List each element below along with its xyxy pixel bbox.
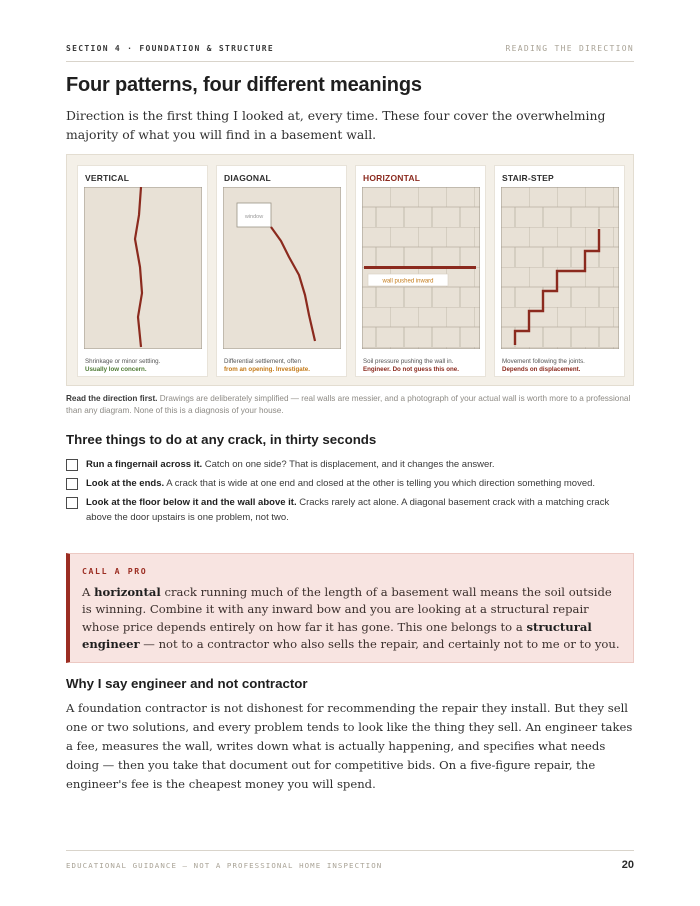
window-tag: window (244, 214, 264, 220)
intro-paragraph: Direction is the first thing I looked at, every time. These four cover the overwhelming majority of what you will find in a basement wall. (66, 108, 606, 142)
callout-text: A (82, 585, 95, 599)
caption-note: Depends on displacement. (502, 366, 581, 373)
footer-disclaimer: EDUCATIONAL GUIDANCE — NOT A PROFESSIONAL HOME INSPECTION (66, 861, 383, 870)
page-number: 20 (621, 859, 634, 871)
figure-caption-lead: Read the direction first. (66, 394, 158, 403)
figure-caption-text: Drawings are deliberately simplified — real walls are messier, and a photograph of your actual wall is worth more to a professional than any diagram. None of this is a diagnosis of your house. (66, 394, 631, 415)
panel-horizontal (355, 165, 486, 377)
checklist (66, 457, 634, 529)
caption-text: Shrinkage or minor settling. (85, 358, 161, 365)
diagonal-crack-diagram (223, 187, 341, 349)
checklist-item (66, 457, 634, 472)
chapter-label: READING THE DIRECTION (505, 44, 634, 53)
checkbox[interactable] (66, 497, 78, 509)
checklist-item-text: Catch on one side? That is displacement, and it changes the answer. (202, 459, 495, 470)
caption-note: from an opening. Investigate. (224, 366, 310, 373)
callout-text: crack running much of the length of a basement wall means the soil outside is winning. Combine it with any inward bow and you are looking at a structural repair whose price depends entirely on how far it has gone. This one belongs to a (82, 585, 612, 634)
checklist-item-lead: Run a fingernail across it. (86, 459, 203, 470)
vertical-crack-diagram (84, 187, 202, 349)
panel-caption (85, 358, 205, 374)
caption-text: Soil pressure pushing the wall in. (363, 358, 454, 365)
section-label: SECTION 4 · FOUNDATION & STRUCTURE (66, 44, 274, 53)
horizontal-crack-line (364, 266, 476, 269)
checkbox[interactable] (66, 459, 78, 471)
caption-note: Engineer. Do not guess this one. (363, 366, 459, 373)
push-tag: wall pushed inward (382, 278, 434, 285)
section-heading: Why I say engineer and not contractor (66, 676, 308, 691)
crack-patterns-figure (66, 154, 634, 386)
panel-caption (224, 358, 344, 374)
callout-bold: horizontal (94, 585, 161, 599)
checklist-item-text: Cracks rarely act alone. A diagonal basement crack with a matching crack above the door upstairs is one problem, not two. (86, 497, 610, 523)
panel-caption (363, 358, 483, 374)
horizontal-crack-diagram (362, 187, 480, 349)
page-title: Four patterns, four different meanings (66, 74, 422, 96)
panel-vertical (77, 165, 208, 377)
caption-note: Usually low concern. (85, 366, 147, 373)
figure-caption (66, 393, 634, 417)
running-head (66, 44, 634, 62)
callout-body (82, 584, 621, 654)
checklist-item-lead: Look at the ends. (86, 478, 165, 489)
callout-text: — not to a contractor who also sells the repair, and certainly not to me or to you. (139, 637, 620, 652)
checklist-item-lead: Look at the floor below it and the wall above it. (86, 497, 297, 508)
panel-title: STAIR-STEP (502, 173, 554, 183)
panel-diagonal (216, 165, 347, 377)
caption-text: Movement following the joints. (502, 358, 585, 365)
panel-title: VERTICAL (85, 173, 130, 183)
stair-step-crack-diagram (501, 187, 619, 349)
callout-label: CALL A PRO (82, 566, 148, 576)
panel-stair-step (494, 165, 625, 377)
panel-title: HORIZONTAL (363, 173, 421, 183)
checklist-item-text: A crack that is wide at one end and closed at the other is telling you which direction something moved. (164, 478, 596, 489)
section-paragraph: A foundation contractor is not dishonest for recommending the repair they install. But they sell one or two solutions, and every problem tends to look like the thing they sell. An engineer takes a fee, measures the wall, writes down what is actually happening, and specifies what needs doing — then you take that document out for competitive bids. On a five-figure repair, the engineer's fee is the cheapest money you will spend. (66, 701, 633, 791)
caption-text: Differential settlement, often (224, 358, 301, 365)
checkbox[interactable] (66, 478, 78, 490)
panel-caption (502, 358, 622, 374)
checklist-item (66, 476, 634, 491)
checklist-item (66, 495, 634, 525)
panel-title: DIAGONAL (224, 173, 271, 183)
page-footer (66, 850, 634, 871)
checklist-heading: Three things to do at any crack, in thirty seconds (66, 432, 377, 447)
callout-bold: structural engineer (82, 619, 592, 652)
call-a-pro-callout (66, 553, 634, 663)
